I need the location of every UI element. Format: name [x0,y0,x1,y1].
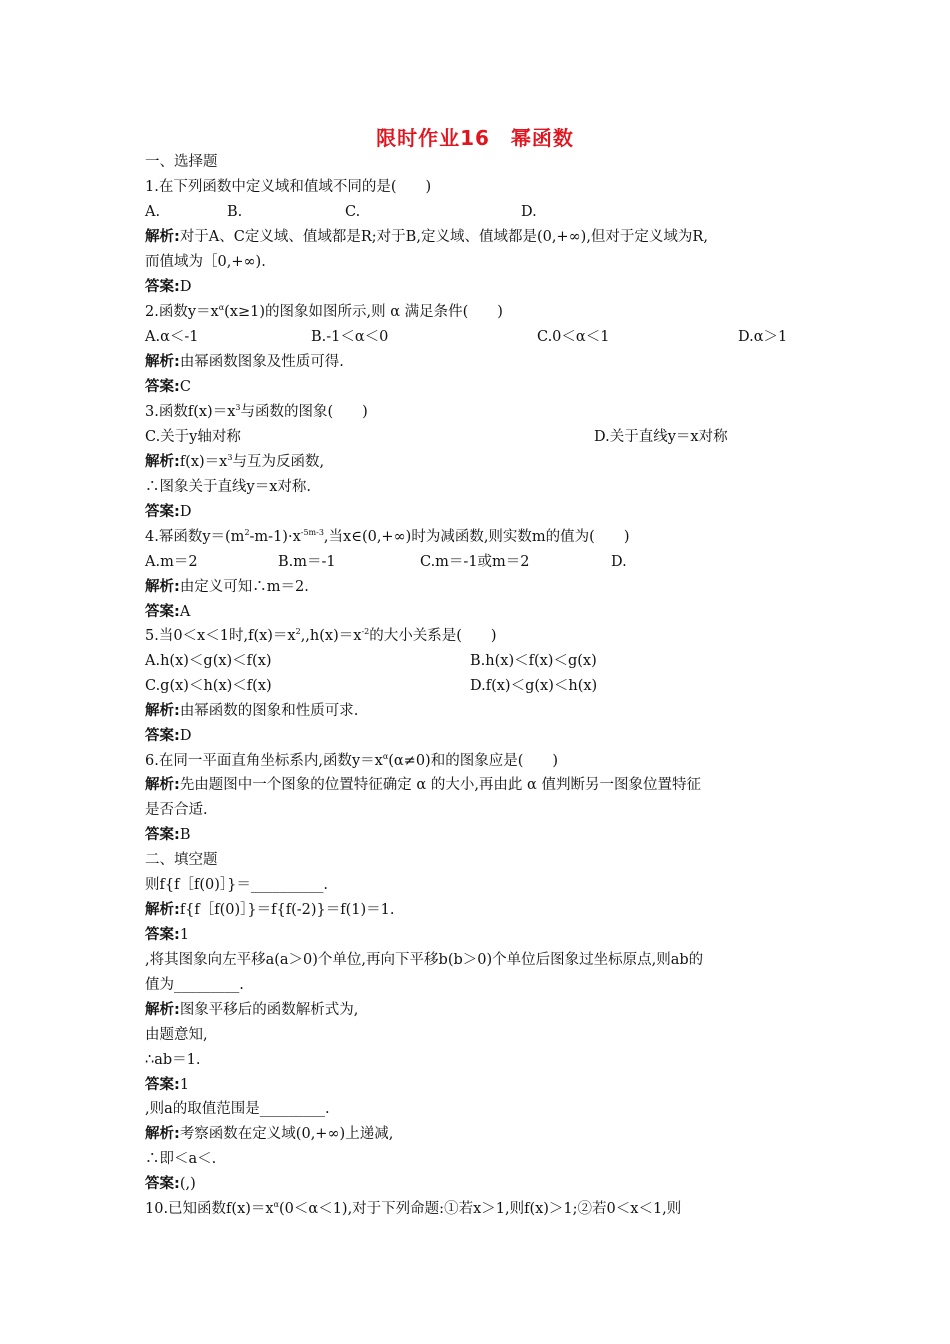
answer [145,502,191,522]
analysis [145,452,324,472]
answer [145,726,191,746]
answer [145,377,191,397]
answer-value: A [179,604,191,620]
answer-value: D [179,728,192,744]
analysis-text: f{f［f(0)］}＝f{f(-2)}＝f(1)＝1. [179,902,395,918]
answer-label: 答案: [145,1176,180,1192]
analysis-text: 由幂函数图象及性质可得. [179,354,344,370]
stem-part: 10.已知函数f(x)＝x [145,1201,274,1217]
analysis-text: 由幂函数的图象和性质可求. [179,703,359,719]
option-b: B. [227,204,243,220]
analysis-text: ∴图象关于直线y＝x对称. [145,479,311,495]
analysis-text: 对于A、C定义域、值域都是R;对于B,定义域、值域都是(0,+∞),但对于定义域为R, [179,229,708,245]
answer [145,602,190,622]
option-d: D.关于直线y＝x对称 [594,429,728,445]
answer-value: C [179,379,191,395]
analysis-text: ∴即＜a＜. [145,1151,217,1167]
page-title: 限时作业16 幂函数 [376,126,574,150]
exponent: 3 [227,453,233,462]
question-stem [145,402,368,422]
analysis-label: 解析: [145,229,180,245]
exponent: 3 [235,403,241,412]
answer-value: (,) [179,1176,196,1192]
analysis [145,1000,358,1020]
stem-part: ,,h(x)＝x [300,628,362,644]
answer-value: D [179,504,192,520]
stem-part: 的大小关系是( ) [369,628,497,644]
analysis [145,900,395,920]
option-d: D.α＞1 [738,329,788,345]
answer-value: 1 [179,927,190,943]
stem-part: 6.在同一平面直角坐标系内,函数y＝x [145,753,383,769]
answer-label: 答案: [145,927,180,943]
question-stem: ,则a的取值范围是_________. [145,1101,330,1117]
analysis-label: 解析: [145,902,180,918]
option-a: A. [145,204,161,220]
stem-part: ,当x∈(0,+∞)时为减函数,则实数m的值为( ) [323,529,630,545]
answer-label: 答案: [145,1077,180,1093]
analysis-label: 解析: [145,703,180,719]
answer-label: 答案: [145,604,180,620]
stem-part: 与函数的图象( ) [240,404,368,420]
analysis-label: 解析: [145,354,180,370]
analysis-label: 解析: [145,777,180,793]
question-stem: 则f{f［f(0)］}＝__________. [145,877,328,893]
answer [145,277,191,297]
analysis-label: 解析: [145,454,180,470]
answer-label: 答案: [145,827,180,843]
exponent: -5m-3 [300,528,324,537]
answer-label: 答案: [145,728,180,744]
analysis [145,227,708,247]
analysis-label: 解析: [145,1002,180,1018]
option-a: A.m＝2 [145,554,198,570]
exponent: 2 [295,627,301,636]
answer-value: B [179,827,191,843]
analysis-text: f(x)＝x [179,454,228,470]
answer-label: 答案: [145,279,180,295]
analysis [145,352,344,372]
exponent: α [218,303,225,312]
option-a: A.h(x)＜g(x)＜f(x) [145,653,272,669]
stem-part: 5.当0＜x＜1时,f(x)＝x [145,628,296,644]
question-stem: 值为_________. [145,977,244,993]
analysis-text: 由题意知, [145,1027,208,1043]
answer-label: 答案: [145,504,180,520]
analysis-label: 解析: [145,1126,180,1142]
question-stem [145,626,497,646]
analysis-text: 图象平移后的函数解析式为, [179,1002,359,1018]
option-d: D. [611,554,627,570]
option-c: C.m＝-1或m＝2 [420,554,530,570]
analysis-text: ∴ab＝1. [145,1052,201,1068]
option-c: C. [345,204,361,220]
answer [145,1075,189,1095]
section-heading: 一、选择题 [145,154,218,170]
analysis-text: 考察函数在定义域(0,+∞)上递减, [179,1126,394,1142]
analysis [145,775,701,795]
analysis-text: 是否合适. [145,802,208,818]
option-d: D. [521,204,537,220]
stem-part: 3.函数f(x)＝x [145,404,236,420]
question-stem [145,302,503,322]
stem-part: (0＜α＜1),对于下列命题:①若x＞1,则f(x)＞1;②若0＜x＜1,则 [279,1201,682,1217]
answer [145,1174,196,1194]
exponent: 2 [244,528,250,537]
option-d: D.f(x)＜g(x)＜h(x) [470,678,598,694]
answer-value: 1 [179,1077,190,1093]
option-a: A.α＜-1 [145,329,199,345]
section-heading: 二、填空题 [145,852,218,868]
analysis [145,701,358,721]
analysis-text: 与互为反函数, [232,454,325,470]
answer [145,825,190,845]
answer-label: 答案: [145,379,180,395]
question-stem [145,751,558,771]
analysis-text: 先由题图中一个图象的位置特征确定 α 的大小,再由此 α 值判断另一图象位置特征 [179,777,701,793]
analysis [145,577,309,597]
stem-part: 2.函数y＝x [145,304,219,320]
question-stem [145,527,630,547]
question-stem: ,将其图象向左平移a(a＞0)个单位,再向下平移b(b＞0)个单位后图象过坐标原点,则ab的 [145,952,704,968]
exponent: α [382,752,389,761]
exponent: -2 [361,627,370,636]
question-stem [145,1199,681,1219]
stem-part: (x≥1)的图象如图所示,则 α 满足条件( ) [224,304,503,320]
answer [145,925,189,945]
option-b: B.m＝-1 [278,554,336,570]
answer-value: D [179,279,192,295]
question-stem: 1.在下列函数中定义域和值域不同的是( ) [145,179,432,195]
exponent: α [273,1200,280,1209]
option-b: B.h(x)＜f(x)＜g(x) [470,653,597,669]
stem-part: 4.幂函数y＝(m [145,529,245,545]
stem-part: (α≠0)和的图象应是( ) [388,753,559,769]
option-b: B.-1＜α＜0 [311,329,389,345]
stem-part: -m-1)·x [249,529,301,545]
option-c: C.0＜α＜1 [537,329,610,345]
analysis-text: 由定义可知∴m＝2. [179,579,309,595]
analysis-label: 解析: [145,579,180,595]
analysis [145,1124,393,1144]
option-c: C.g(x)＜h(x)＜f(x) [145,678,272,694]
option-c: C.关于y轴对称 [145,429,241,445]
analysis-text: 而值域为［0,+∞). [145,254,266,270]
